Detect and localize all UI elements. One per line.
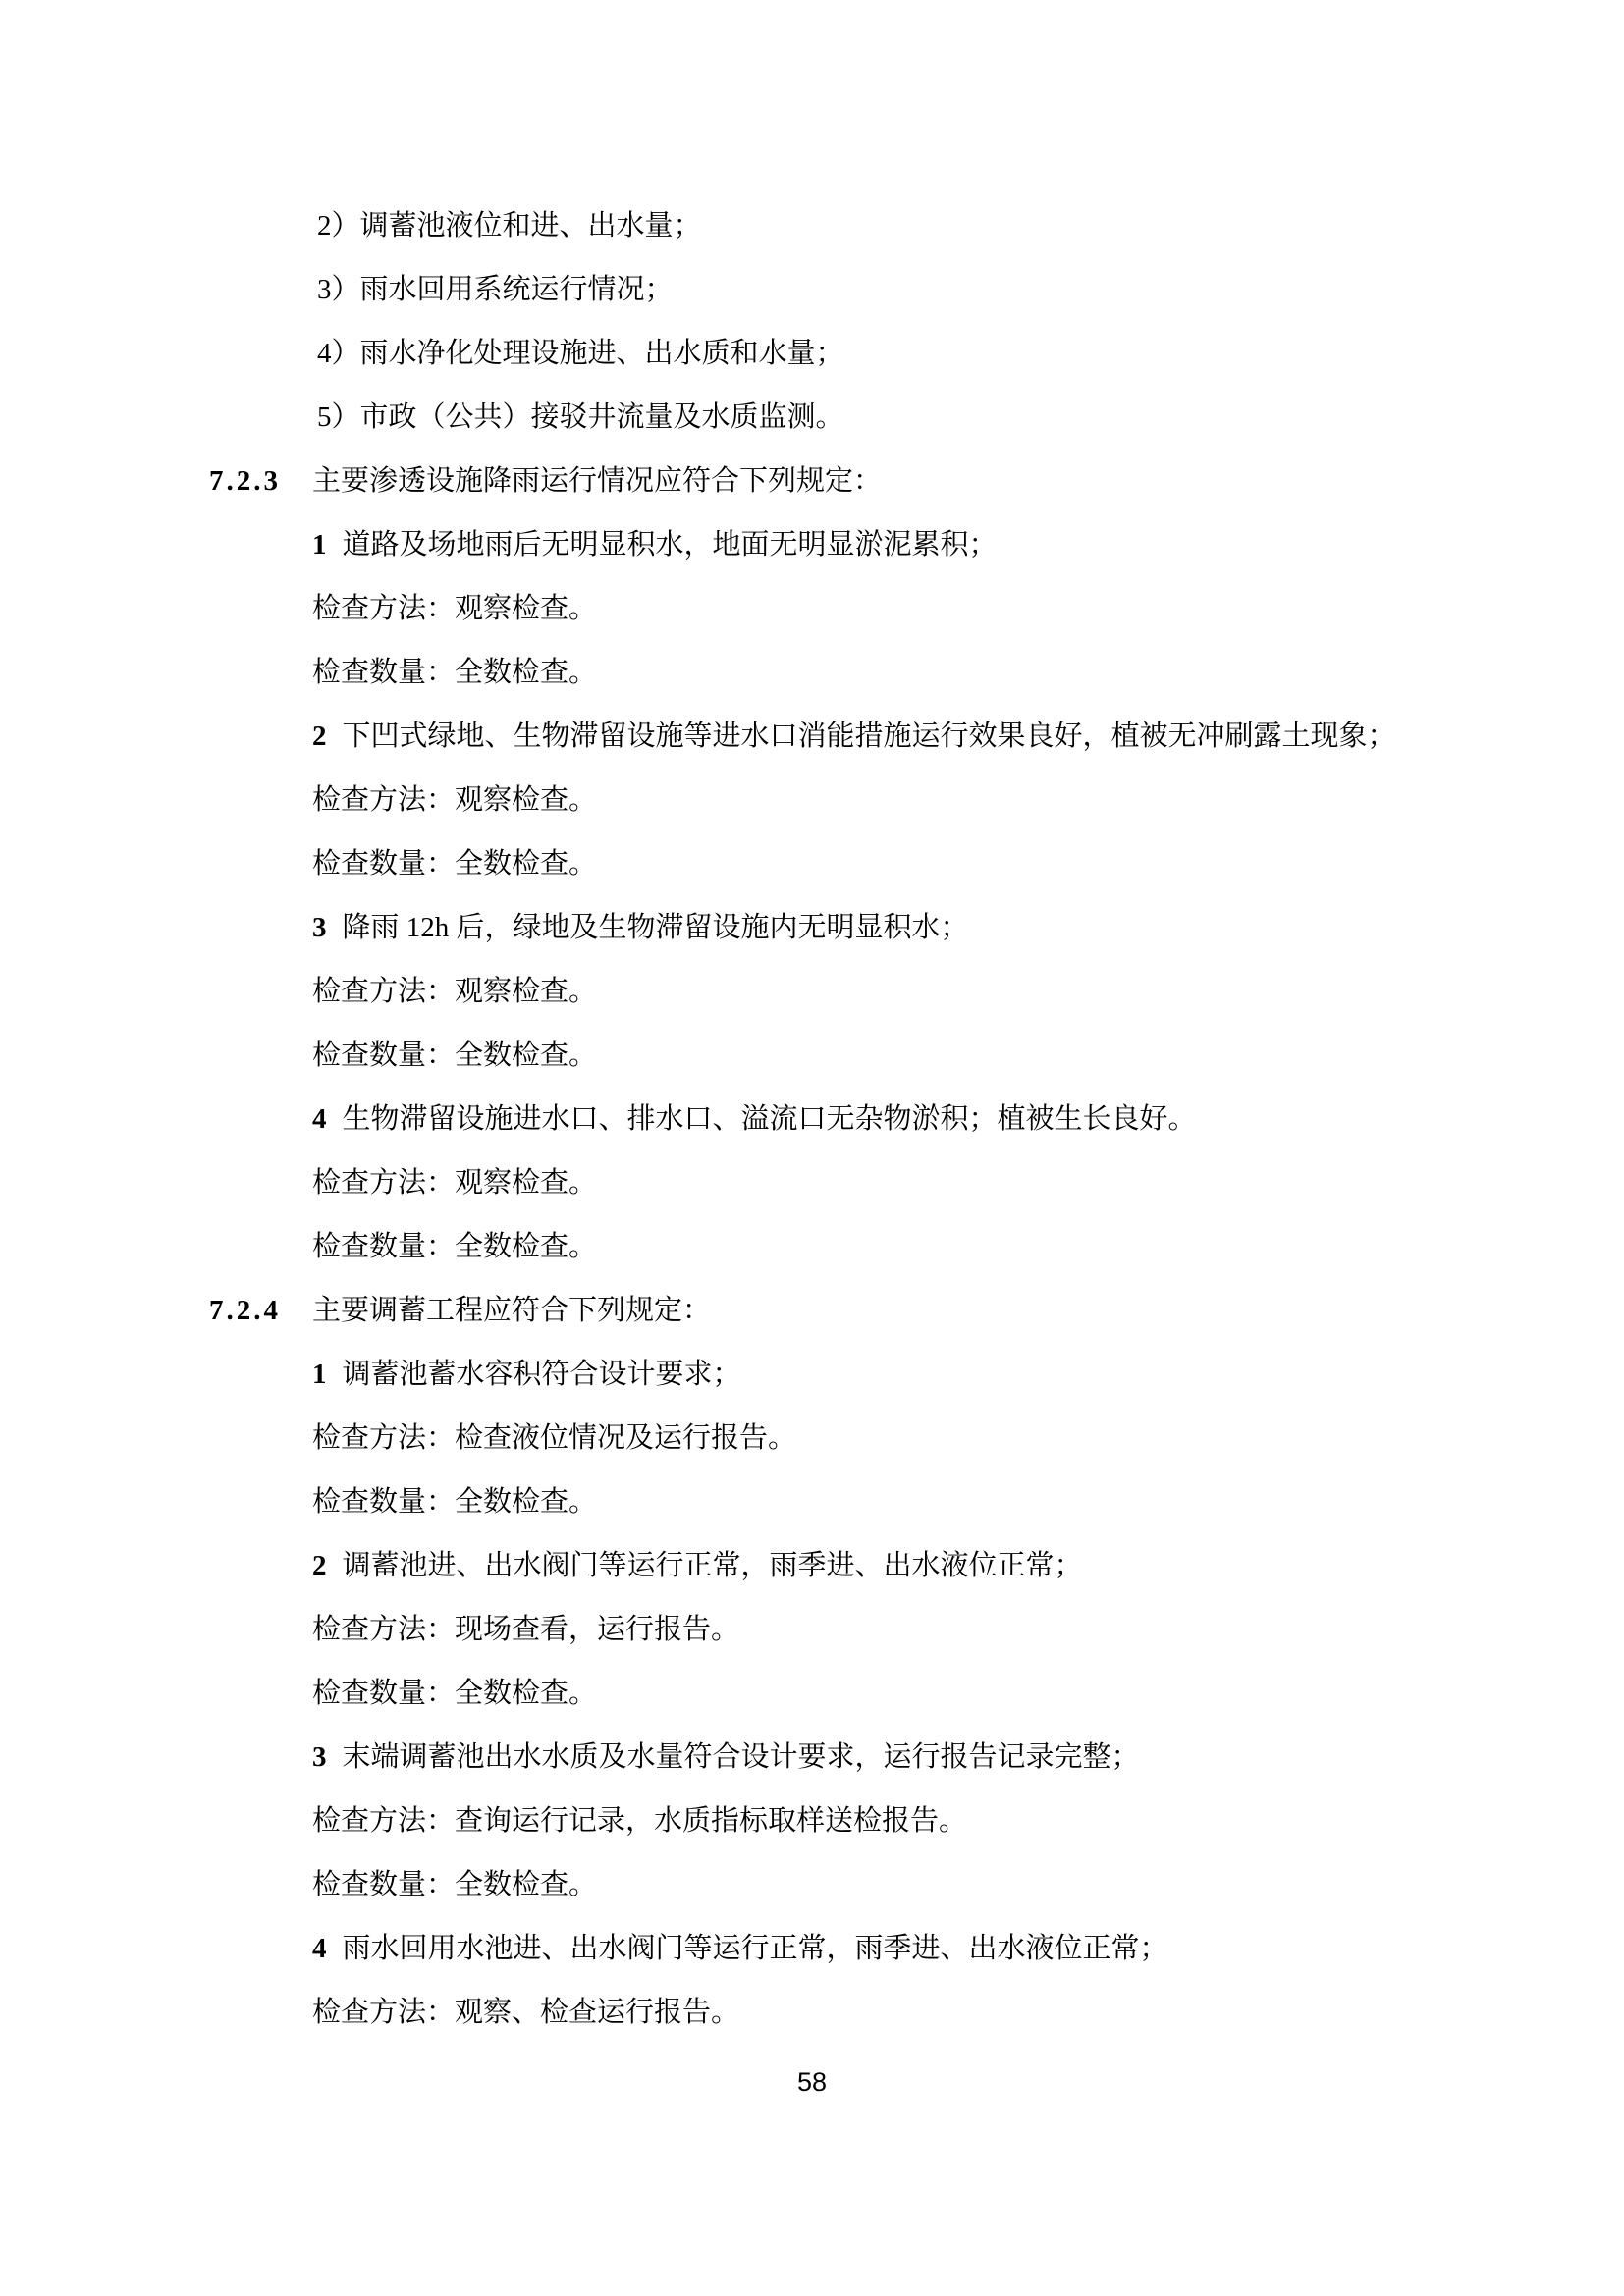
- item-number: 2: [312, 1550, 327, 1581]
- item-number: 1: [312, 1359, 327, 1390]
- line-text: 5）市政（公共）接驳井流量及水质监测。: [317, 401, 844, 433]
- line-text: 检查数量：全数检查。: [312, 657, 598, 688]
- sub-item: [209, 322, 1481, 386]
- line-text: 检查数量：全数检查。: [312, 1231, 598, 1262]
- section-number: 7.2.4: [209, 1295, 281, 1326]
- item-number: 3: [312, 1741, 327, 1773]
- check-line: [209, 1470, 1481, 1534]
- item-number: 2: [312, 721, 327, 752]
- line-text: 4）雨水净化处理设施进、出水质和水量；: [317, 338, 844, 369]
- line-text: 检查数量：全数检查。: [312, 1869, 598, 1900]
- sub-item: [209, 386, 1481, 450]
- check-line: [209, 769, 1481, 832]
- item-number: 4: [312, 1933, 327, 1964]
- line-text: 生物滞留设施进水口、排水口、溢流口无杂物淤积；植被生长良好。: [342, 1103, 1197, 1135]
- numbered-item: [209, 896, 1481, 960]
- line-text: 雨水回用水池进、出水阀门等运行正常，雨季进、出水液位正常；: [342, 1933, 1168, 1964]
- line-text: 降雨 12h 后，绿地及生物滞留设施内无明显积水；: [342, 912, 969, 943]
- line-text: 检查方法：现场查看，运行报告。: [312, 1614, 740, 1645]
- line-text: 检查方法：观察、检查运行报告。: [312, 1997, 740, 2028]
- line-text: 主要调蓄工程应符合下列规定：: [312, 1295, 712, 1326]
- sub-item: [209, 258, 1481, 322]
- check-line: [209, 1151, 1481, 1215]
- line-text: 检查数量：全数检查。: [312, 848, 598, 880]
- numbered-item: [209, 705, 1481, 769]
- item-number: 4: [312, 1103, 327, 1135]
- sub-item: [209, 194, 1481, 258]
- check-line: [209, 1981, 1481, 2045]
- line-text: 检查方法：观察检查。: [312, 593, 598, 624]
- check-line: [209, 1853, 1481, 1917]
- document-body: [209, 194, 1481, 2045]
- numbered-item: [209, 1343, 1481, 1407]
- item-number: 1: [312, 529, 327, 561]
- check-line: [209, 1407, 1481, 1470]
- line-text: 调蓄池蓄水容积符合设计要求；: [342, 1359, 741, 1390]
- section-number: 7.2.3: [209, 465, 281, 497]
- line-text: 检查数量：全数检查。: [312, 1040, 598, 1071]
- check-line: [209, 1598, 1481, 1662]
- check-line: [209, 1215, 1481, 1279]
- numbered-item: [209, 1917, 1481, 1981]
- line-text: 2）调蓄池液位和进、出水量；: [317, 210, 702, 241]
- numbered-item: [209, 1726, 1481, 1789]
- page-number: 58: [796, 2067, 828, 2097]
- check-line: [209, 1789, 1481, 1853]
- line-text: 调蓄池进、出水阀门等运行正常，雨季进、出水液位正常；: [342, 1550, 1083, 1581]
- check-line: [209, 641, 1481, 705]
- line-text: 检查方法：观察检查。: [312, 784, 598, 816]
- line-text: 主要渗透设施降雨运行情况应符合下列规定：: [312, 465, 883, 497]
- section-heading: [209, 450, 1481, 513]
- numbered-item: [209, 1534, 1481, 1598]
- line-text: 检查数量：全数检查。: [312, 1486, 598, 1518]
- section-heading: [209, 1279, 1481, 1343]
- numbered-item: [209, 1088, 1481, 1151]
- line-text: 检查方法：观察检查。: [312, 1167, 598, 1199]
- line-text: 检查方法：查询运行记录，水质指标取样送检报告。: [312, 1805, 968, 1837]
- item-number: 3: [312, 912, 327, 943]
- line-text: 3）雨水回用系统运行情况；: [317, 274, 674, 305]
- check-line: [209, 960, 1481, 1024]
- check-line: [209, 577, 1481, 641]
- line-text: 道路及场地雨后无明显积水，地面无明显淤泥累积；: [342, 529, 998, 561]
- check-line: [209, 1024, 1481, 1088]
- check-line: [209, 832, 1481, 896]
- line-text: 下凹式绿地、生物滞留设施等进水口消能措施运行效果良好，植被无冲刷露土现象；: [342, 721, 1396, 752]
- check-line: [209, 1662, 1481, 1726]
- line-text: 末端调蓄池出水水质及水量符合设计要求，运行报告记录完整；: [342, 1741, 1140, 1773]
- line-text: 检查方法：观察检查。: [312, 976, 598, 1007]
- line-text: 检查方法：检查液位情况及运行报告。: [312, 1422, 797, 1454]
- numbered-item: [209, 513, 1481, 577]
- line-text: 检查数量：全数检查。: [312, 1678, 598, 1709]
